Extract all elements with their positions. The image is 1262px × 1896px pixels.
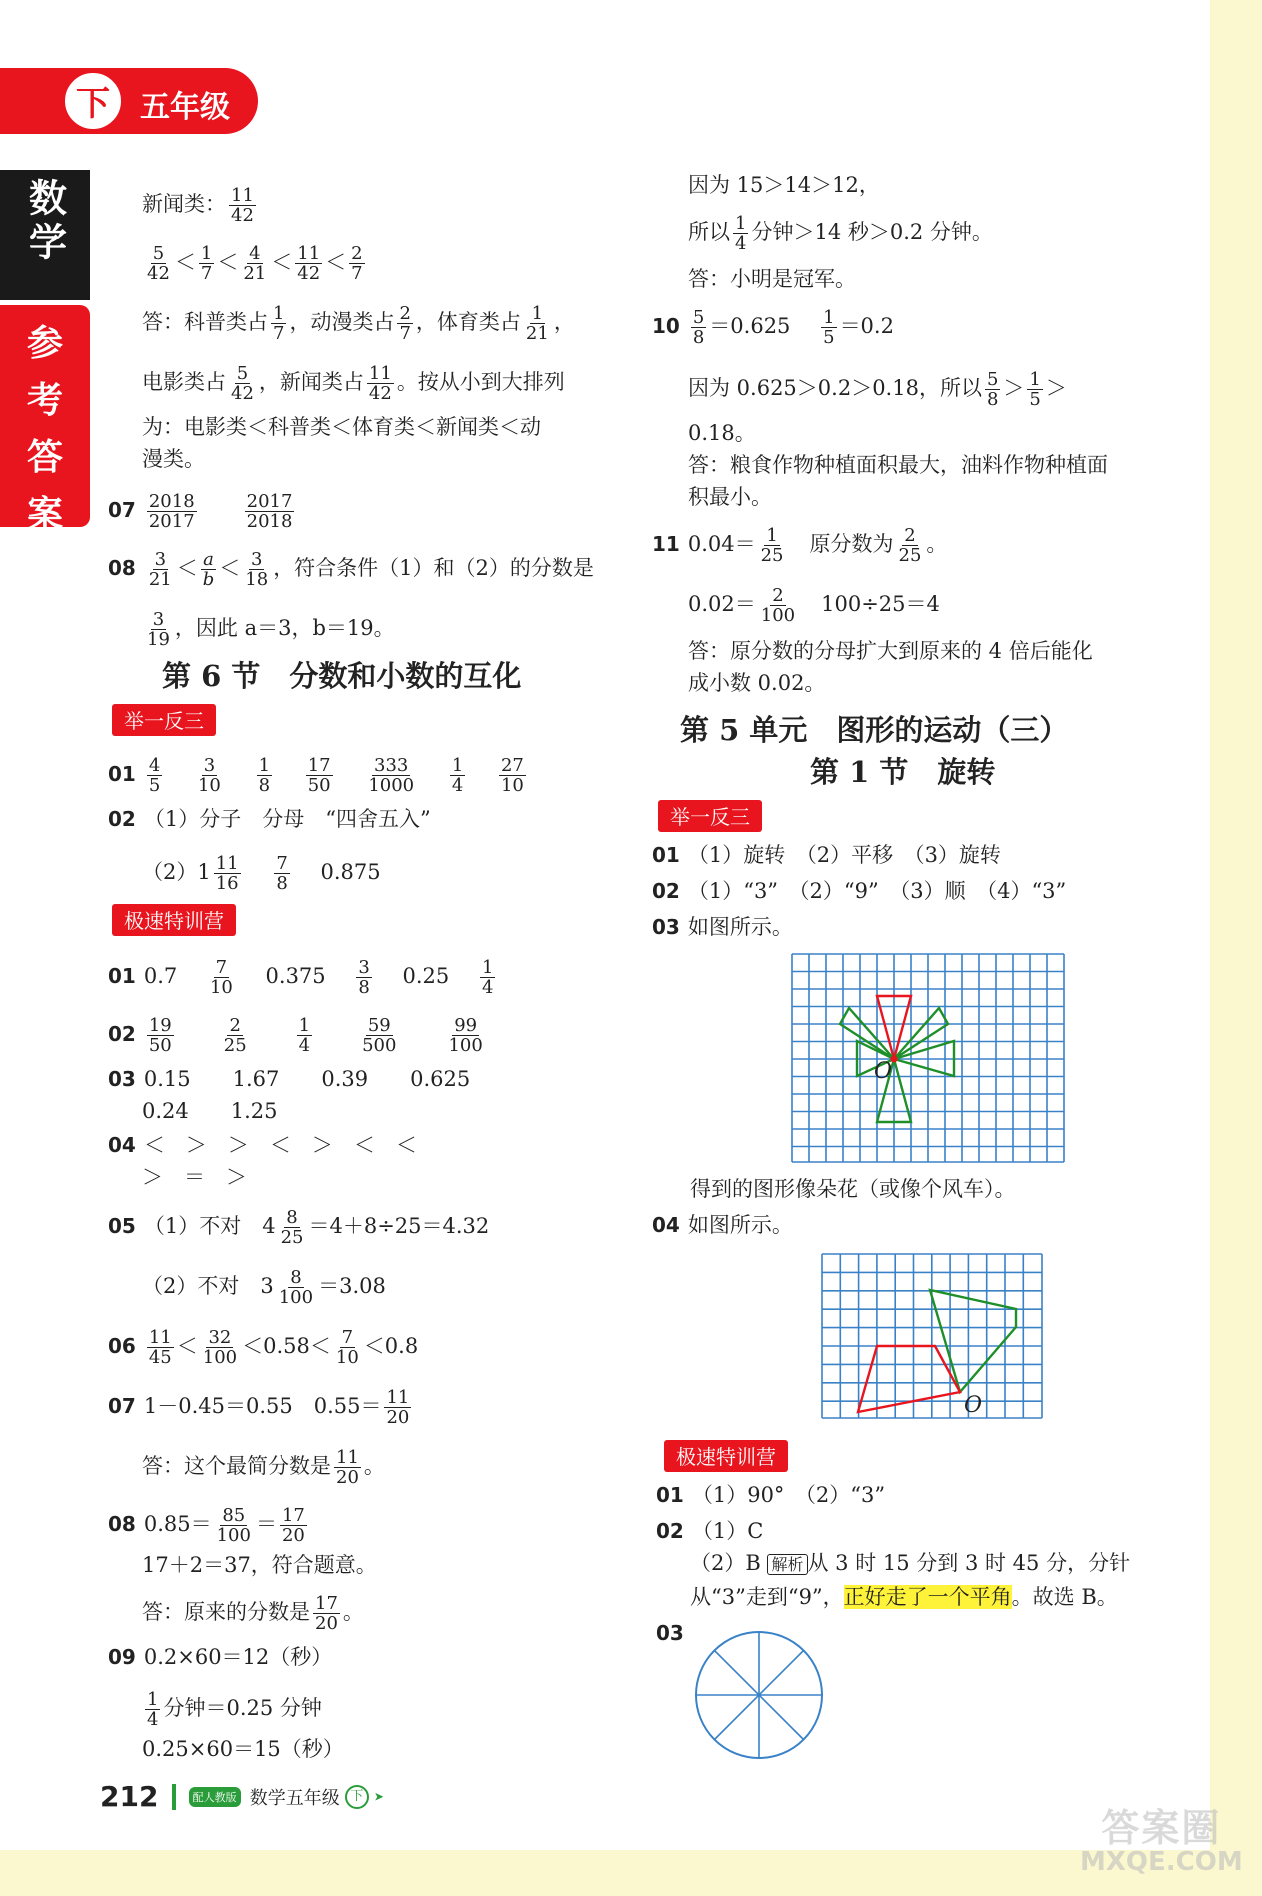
r-line3: 答：小明是冠军。 [688,267,856,291]
r10: 10 $\frac{5}{8}$ ＝0.625 $\frac{1}{5}$ ＝0.2 [652,307,894,348]
c03: 03 如图所示。 [652,915,793,939]
footer-vol: 下 [345,1785,369,1809]
c01: 01 （1）旋转 （2）平移 （3）旋转 [652,843,1001,867]
b03-line2: 0.24 1.25 [142,1099,278,1123]
section-6-title: 第 6 节 分数和小数的互化 [162,659,522,693]
side-subject [0,170,90,300]
watermark-cn: 答案圈 [1101,1806,1222,1850]
shape-red [858,1346,960,1412]
tag-speed-left: 极速特训营 [112,904,236,936]
d02-line3: 从“3”走到“9”，正好走了一个平角。故选 B。 [690,1585,1118,1609]
section-1-title: 第 1 节 旋转 [810,755,996,789]
highlight-text: 正好走了一个平角 [843,1585,1012,1609]
side-char-4: 案 [26,494,63,535]
d02-line2: （2）B 解析 从 3 时 15 分到 3 时 45 分，分针 [690,1551,1131,1575]
b07-answer: 答：这个最简分数是 $\frac{11}{20}$ 。 [142,1447,385,1488]
page-margin-bottom [0,1847,1262,1896]
side-subject-text: 数学 [22,178,67,266]
b01: 01 0.7 $\frac{7}{10}$ 0.375 $\frac{3}{8}$ 0.25 $\frac{1}{4}$ [108,957,494,998]
r10-line2: 因为 0.625＞0.2＞0.18，所以 $\frac{5}{8}$ ＞ $\frac{1}{5}$ ＞ [688,369,1067,410]
answer-line-2: 电影类占 $\frac{5}{42}$ ，新闻类占 $\frac{11}{42}$ 。按从小到大排列 [142,363,565,404]
rotated-shapes [858,1290,1016,1412]
b09-line1: 09 0.2×60＝12（秒） [108,1645,333,1669]
d03: 03 [656,1621,684,1645]
side-answer-tab [0,305,90,535]
b02: 02 $\frac{19}{50}$ $\frac{2}{25}$ $\frac{1}{4}$ $\frac{59}{500}$ $\frac{99}{100}$ [108,1015,483,1056]
grid-lines-1 [792,954,1064,1162]
b07: 07 1－0.45＝0.55 0.55＝ $\frac{11}{20}$ [108,1387,410,1428]
r11: 11 0.04＝ $\frac{1}{25}$ 原分数为 $\frac{2}{25}$ 。 [652,525,948,566]
q08-line2: $\frac{3}{19}$ ，因此 a＝3，b＝19。 [147,609,395,650]
a02-line1: 02 （1）分子 分母 “四舍五入” [108,807,431,831]
circle-eighths-figure [692,1628,826,1762]
ordering-line: $\frac{5}{42}$ ＜ $\frac{1}{7}$ ＜ $\frac{4}{21}$ ＜ $\frac{11}{42}$ ＜ $\frac{2}{7}$ [147,243,363,284]
r10-line3: 0.18。 [688,421,756,445]
q08: 08 $\frac{3}{21}$ ＜ $\frac{a}{b}$ ＜ $\frac{3}{18}$ ，符合条件（1）和（2）的分数是 [108,549,594,590]
a01: 01 $\frac{4}{5}$ $\frac{3}{10}$ $\frac{1}{8}$ $\frac{17}{50}$ $\frac{333}{1000}$ $\frac{1}{4}$ $\frac{27}{10}$ [108,755,524,796]
r11-line4: 成小数 0.02。 [688,671,826,695]
unit-5-title: 第 5 单元 图形的运动（三） [680,713,1069,747]
rotation-grid-figure-2 [820,1252,1044,1420]
b05-line2: （2）不对 3 $\frac{8}{100}$ ＝3.08 [142,1267,386,1308]
page-number: 212 [100,1780,159,1813]
footer-bar [172,1784,176,1810]
tag-speed-right: 极速特训营 [664,1440,788,1472]
grade-label: 五年级 [140,90,230,125]
footer-title: 数学五年级 [249,1787,340,1809]
answer-line-4: 漫类。 [142,447,205,471]
news-line: 新闻类： $\frac{11}{42}$ [142,185,254,226]
edition-badge: 配人教版 [189,1787,241,1807]
side-char-2: 考 [26,380,63,421]
footer-arrow: ➤ [373,1789,384,1804]
b04-line1: 04 ＜ ＞ ＞ ＜ ＞ ＜ ＜ [108,1133,417,1157]
tag-practice-right: 举一反三 [658,800,762,832]
b03-line1: 03 0.15 1.67 0.39 0.625 [108,1067,471,1091]
circle-diameters [696,1632,822,1758]
center-label-o: O [874,1059,893,1084]
b04-line2: ＞ ＝ ＞ [142,1165,247,1189]
r10-line4: 答：粮食作物种植面积最大，油料作物种植面 [688,453,1108,477]
a02-line2: （2）1 $\frac{11}{16}$ $\frac{7}{8}$ 0.875 [142,853,381,894]
volume-char: 下 [76,84,110,124]
b09-line3: 0.25×60＝15（秒） [142,1737,344,1761]
c02: 02 （1）“3” （2）“9” （3）顺 （4）“3” [652,879,1067,903]
side-char-1: 参 [26,323,63,364]
c03-note: 得到的图形像朵花（或像个风车）。 [690,1177,1016,1201]
r-line1: 因为 15＞14＞12， [688,173,880,197]
c04: 04 如图所示。 [652,1213,793,1237]
d02-line1: 02 （1）C [656,1519,764,1543]
watermark [1080,1808,1243,1876]
watermark-url: MXQE.COM [1080,1847,1243,1877]
q07: 07 $\frac{2018}{2017}$ $\frac{2017}{2018}$ [108,491,293,532]
b08-answer: 答：原来的分数是 $\frac{17}{20}$ 。 [142,1593,364,1634]
b05-line1: 05 （1）不对 4 $\frac{8}{25}$ ＝4＋8÷25＝4.32 [108,1207,490,1248]
b09-line2: $\frac{1}{4}$ 分钟＝0.25 分钟 [147,1689,322,1730]
side-char-3: 答 [26,437,63,478]
center-label-o-2: O [964,1393,983,1418]
answer-line-3: 为：电影类＜科普类＜体育类＜新闻类＜动 [142,415,541,439]
b08: 08 0.85＝ $\frac{85}{100}$ ＝ $\frac{17}{20}$ [108,1505,305,1546]
r11-line2: 0.02＝ $\frac{2}{100}$ 100÷25＝4 [688,585,940,626]
tag-practice-left: 举一反三 [112,704,216,736]
r10-line5: 积最小。 [688,485,772,509]
page-margin-right [1210,0,1262,1896]
r11-line3: 答：原分数的分母扩大到原来的 4 倍后能化 [688,639,1093,663]
shape-green [930,1290,1016,1392]
answer-line-1: 答：科普类占 $\frac{1}{7}$ ，动漫类占 $\frac{2}{7}$ ，体育类占 $\frac{1}{21}$ ， [142,303,575,344]
b06: 06 $\frac{11}{45}$ ＜ $\frac{32}{100}$ ＜0.58＜ $\frac{7}{10}$ ＜0.8 [108,1327,419,1368]
rotation-grid-figure-1 [790,952,1066,1164]
b08-line2: 17＋2＝37，符合题意。 [142,1553,377,1577]
r-line2: 所以 $\frac{1}{4}$ 分钟＞14 秒＞0.2 分钟。 [688,213,993,254]
footer [100,1780,384,1816]
grade-header [0,66,258,138]
d01: 01 （1）90° （2）“3” [656,1483,886,1507]
